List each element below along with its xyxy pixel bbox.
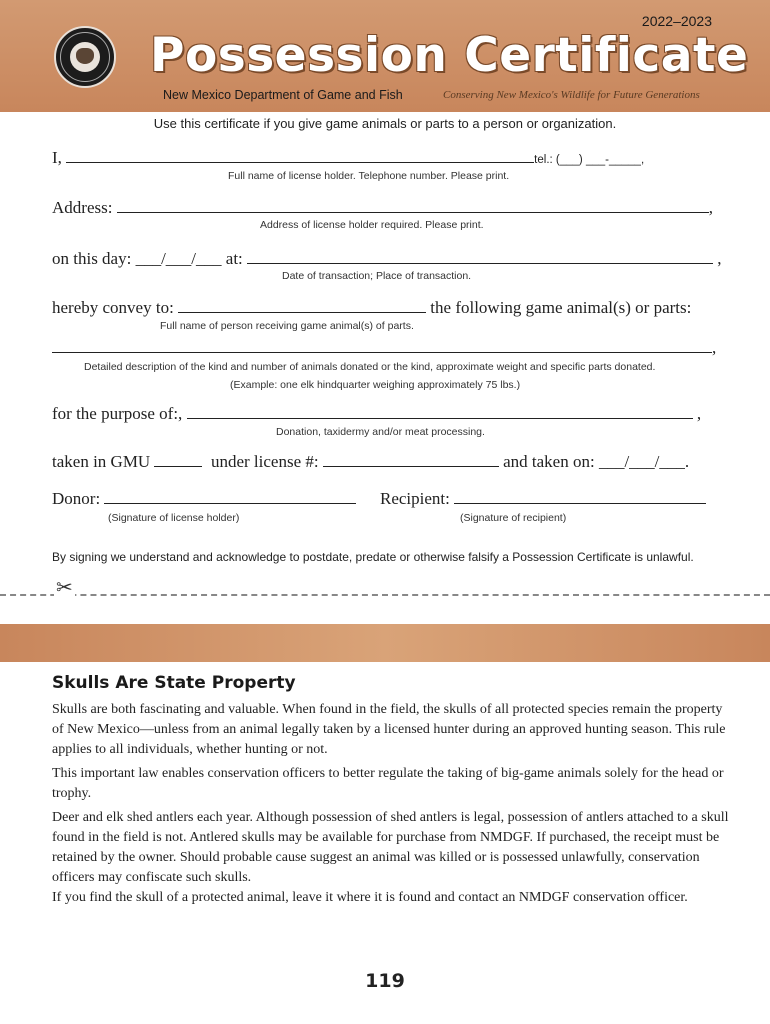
address-hint: Address of license holder required. Please print. — [260, 219, 484, 231]
recipient-signature-field[interactable] — [454, 489, 706, 504]
description-hint: Detailed description of the kind and number of animals donated or the kind, approximate weight and specific parts donated. — [84, 361, 656, 373]
date-hint: Date of transaction; Place of transaction. — [282, 270, 472, 282]
paragraph-contact: If you find the skull of a protected animal, leave it where it is found and contact an NMDGF conservation officer. — [52, 890, 688, 905]
telephone-field[interactable]: tel.: (___) ___-_____, — [534, 154, 645, 166]
license-label: under license #: — [210, 452, 319, 471]
department-name: New Mexico Department of Game and Fish — [163, 88, 403, 102]
purpose-hint: Donation, taxidermy and/or meat processing. — [276, 426, 485, 438]
convey-suffix: the following game animal(s) or parts: — [430, 298, 692, 317]
date-label[interactable]: on this day: ___/___/___ at: — [52, 249, 243, 268]
donor-label: Donor: — [52, 489, 101, 508]
page-number: 119 — [365, 970, 405, 992]
purpose-label: for the purpose of:, — [52, 404, 183, 423]
description-line: , — [52, 338, 716, 358]
donor-hint: (Signature of license holder) — [108, 512, 240, 524]
recipient-name-field[interactable] — [178, 298, 426, 313]
page-title: Possession Certificate — [150, 28, 749, 83]
legal-notice: By signing we understand and acknowledge to postdate, predate or otherwise falsify a Possession Certificate is unlawful. — [52, 550, 694, 564]
gmu-label: taken in GMU — [52, 452, 151, 471]
convey-line — [52, 298, 691, 318]
cut-line — [0, 594, 770, 596]
recipient-hint: (Signature of recipient) — [460, 512, 567, 524]
recipient-line — [380, 489, 706, 509]
donor-line — [52, 489, 356, 509]
section-title: Skulls Are State Property — [52, 673, 296, 693]
purpose-line: for the purpose of:, , — [52, 404, 702, 423]
license-holder-name-field[interactable] — [66, 148, 534, 163]
donor-signature-field[interactable] — [104, 489, 356, 504]
place-field[interactable] — [247, 249, 713, 264]
convey-label: hereby convey to: — [52, 298, 174, 317]
taken-on-field[interactable]: and taken on: ___/___/___. — [503, 452, 690, 471]
date-line: on this day: ___/___/___ at: , — [52, 249, 722, 268]
paragraph-intro: Skulls are both fascinating and valuable. When found in the field, the skulls of all protected species remain the property of New Mexico—unless from an animal legally taken by a licensed hunter during an approved hunting season. This rule applies to all individuals, whether hunting or not. — [52, 702, 726, 757]
scissors-icon: ✂ — [56, 577, 73, 599]
convey-hint: Full name of person receiving game animal(s) of parts. — [160, 320, 414, 332]
address-line: Address: , — [52, 198, 713, 217]
license-number-field[interactable] — [323, 452, 499, 467]
gmu-line — [52, 452, 689, 472]
paragraph-law: This important law enables conservation officers to better regulate the taking of big-game animals solely for the head or trophy. — [52, 766, 724, 801]
recipient-label: Recipient: — [380, 489, 450, 508]
motto: Conserving New Mexico's Wildlife for Future Generations — [443, 89, 700, 101]
address-label: Address: — [52, 198, 113, 217]
gmu-field[interactable] — [154, 452, 202, 467]
license-holder-hint: Full name of license holder. Telephone number. Please print. — [228, 170, 510, 182]
license-holder-line — [52, 148, 644, 168]
name-prefix: I, — [52, 148, 62, 167]
year-label: 2022–2023 — [641, 13, 712, 29]
form-intro: Use this certificate if you give game animals or parts to a person or organization. — [153, 116, 617, 131]
purpose-field[interactable] — [187, 404, 693, 419]
description-example: (Example: one elk hindquarter weighing approximately 75 lbs.) — [230, 379, 521, 391]
paragraph-antlers: Deer and elk shed antlers each year. Although possession of shed antlers is legal, possession of antlers attached to a skull found in the field is not. Antlered skulls may be available for purchase from NMDGF. If purchased, the receipt must be retained by the owner. Should probable cause suggest an animal was killed or is possessed unlawfully, conservation officers may confiscate such skulls. — [52, 810, 729, 885]
description-field[interactable] — [52, 338, 712, 353]
agency-seal-icon — [54, 26, 116, 88]
address-field[interactable] — [117, 198, 709, 213]
section-divider-band — [0, 624, 770, 662]
